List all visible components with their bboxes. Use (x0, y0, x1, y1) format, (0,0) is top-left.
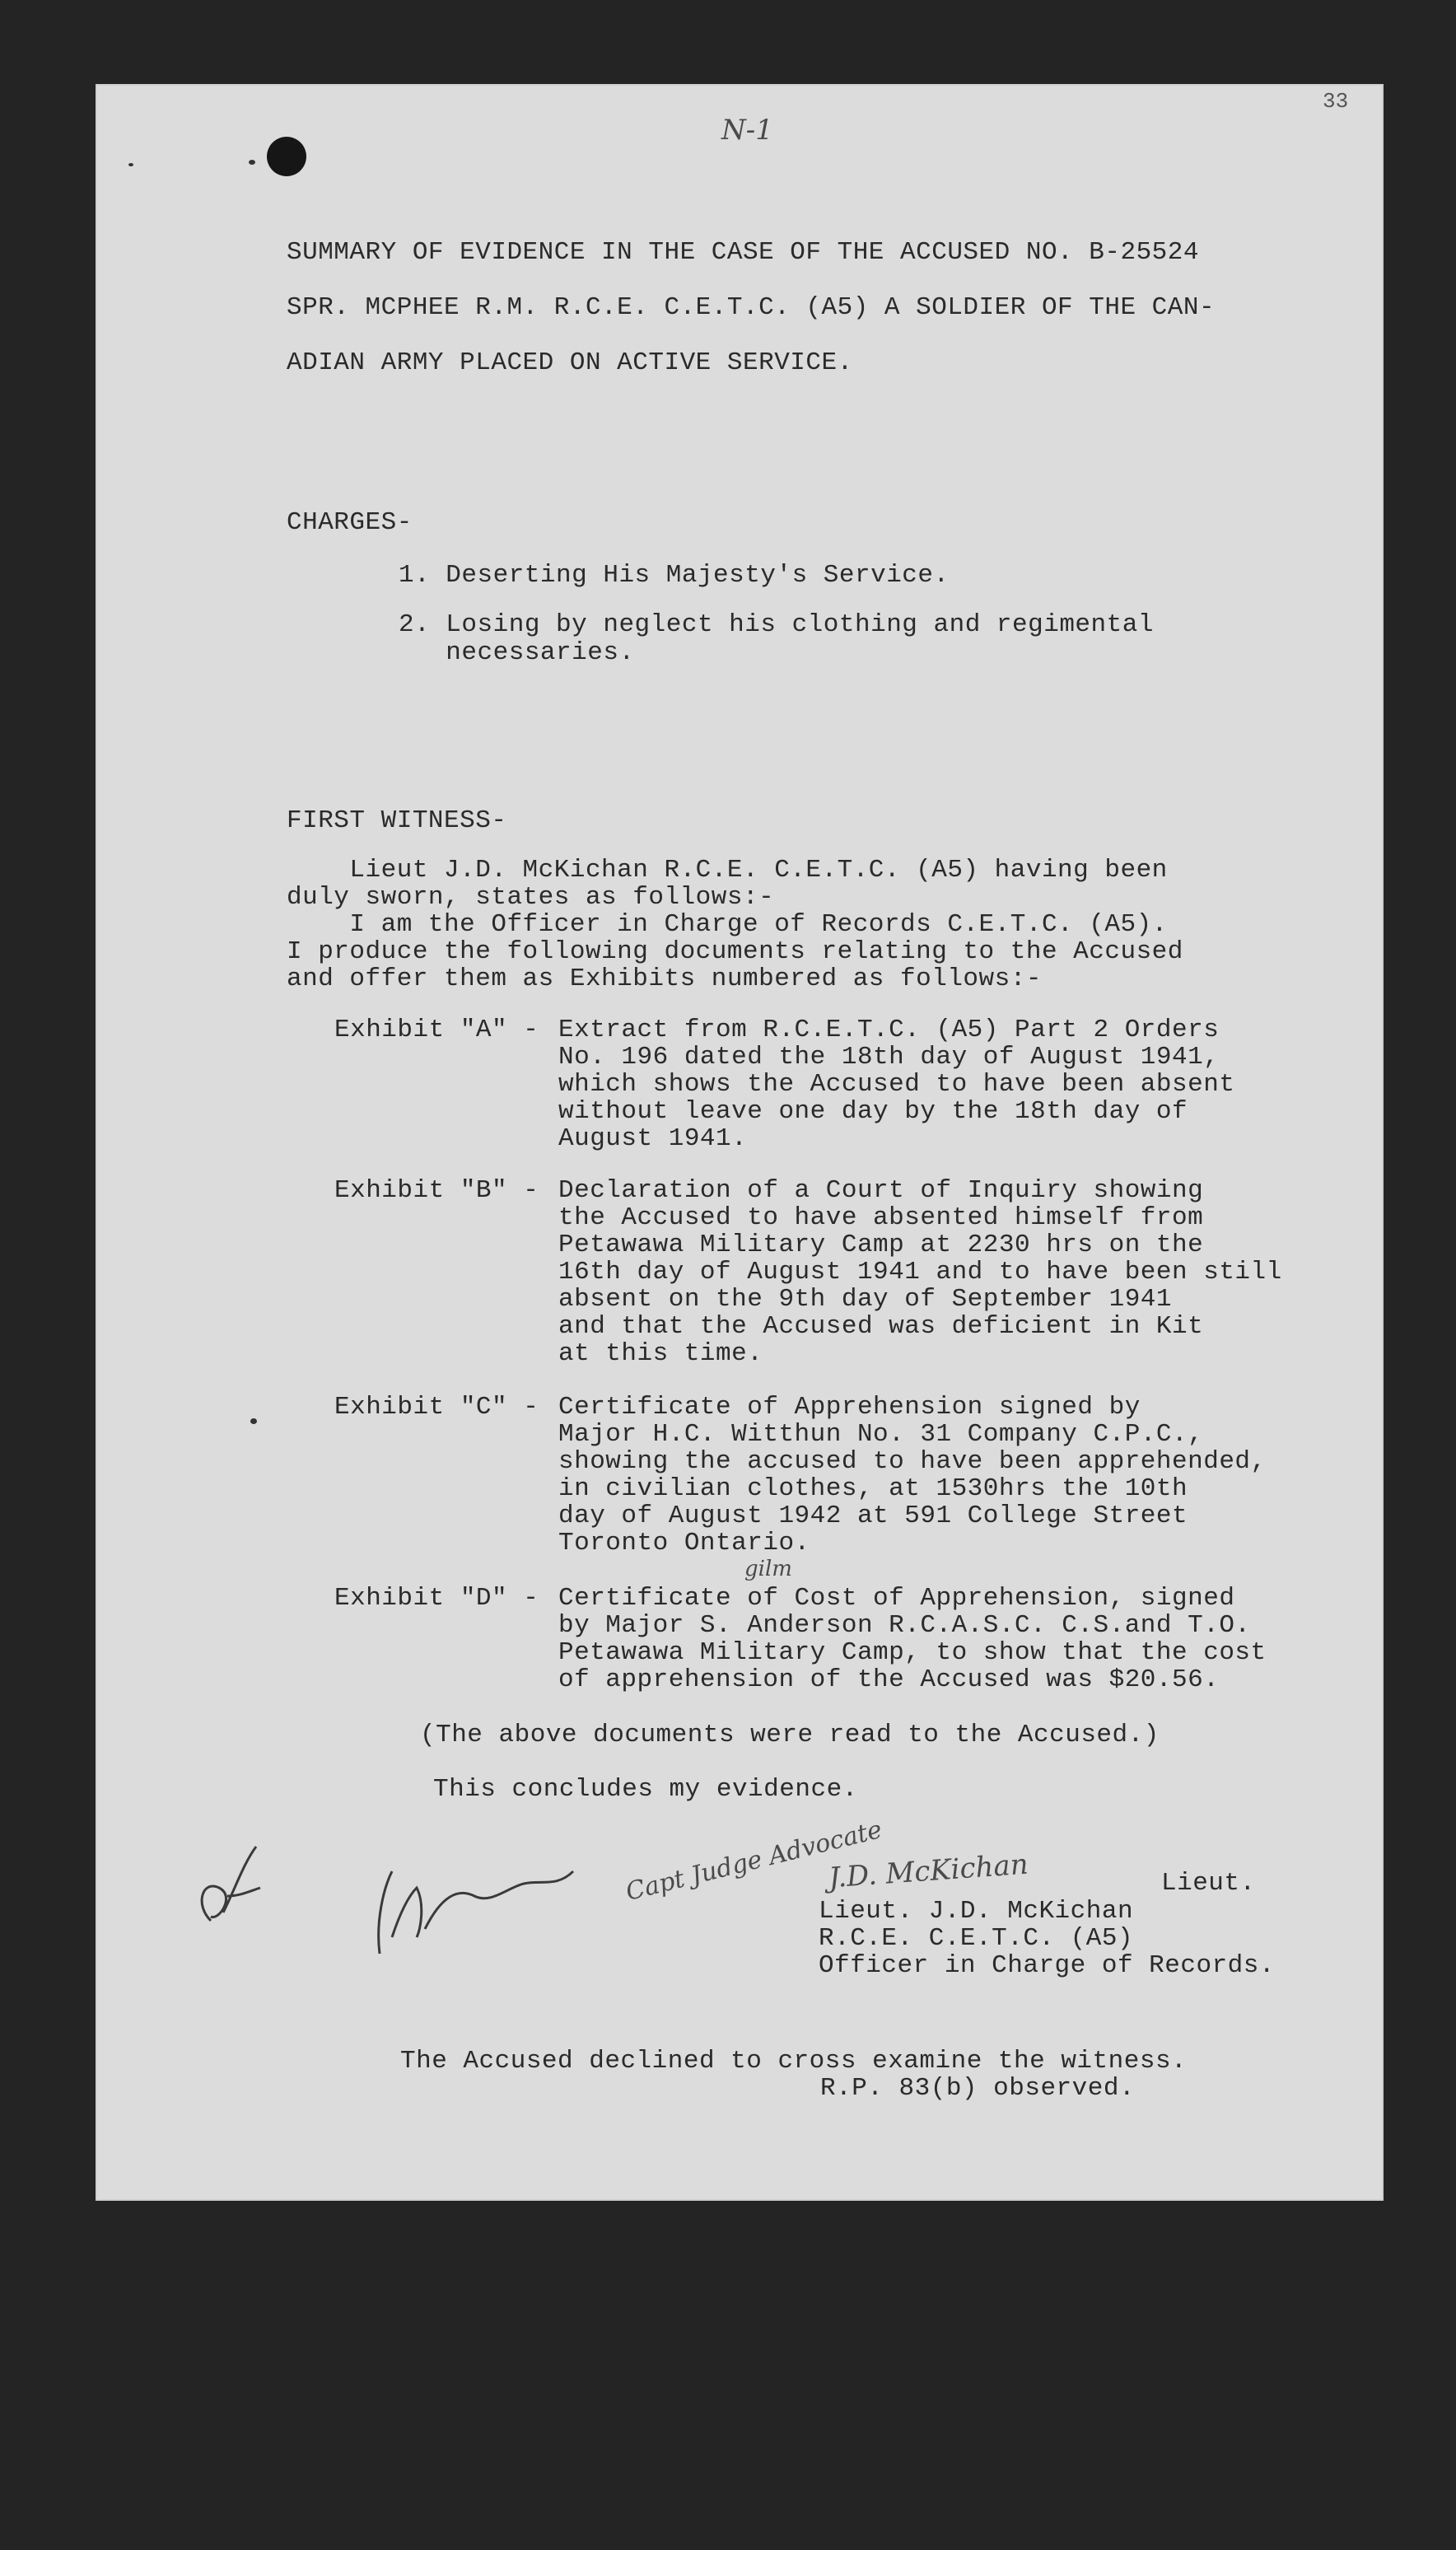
statement-line: and offer them as Exhibits numbered as follows:- (287, 964, 1042, 993)
page-number: 33 (1323, 89, 1349, 114)
exhibit-d-line: of apprehension of the Accused was $20.56. (558, 1665, 1220, 1694)
exhibit-b-line: Petawawa Military Camp at 2230 hrs on the (558, 1231, 1204, 1259)
document-page (96, 84, 1384, 2201)
conclusion: This concludes my evidence. (433, 1775, 858, 1804)
footer-line-2: R.P. 83(b) observed. (820, 2074, 1136, 2103)
exhibit-a-line: without leave one day by the 18th day of (558, 1097, 1188, 1126)
exhibit-a-label: Exhibit "A" - (334, 1016, 539, 1044)
signature-unit: R.C.E. C.E.T.C. (A5) (819, 1924, 1134, 1953)
exhibit-d-label: Exhibit "D" - (334, 1584, 539, 1613)
witness-label: FIRST WITNESS- (287, 806, 507, 835)
statement-line: I am the Officer in Charge of Records C.E.T.C. (A5). (287, 910, 1168, 939)
file-mark: N-1 (721, 114, 773, 147)
speck (250, 1418, 257, 1424)
heading-line-2: SPR. MCPHEE R.M. R.C.E. C.E.T.C. (A5) A SOLDIER OF THE CAN- (287, 293, 1216, 322)
punch-hole (267, 137, 306, 176)
heading-line-3: ADIAN ARMY PLACED ON ACTIVE SERVICE. (287, 348, 853, 377)
signature-name: Lieut. J.D. McKichan (819, 1897, 1134, 1926)
exhibit-c-line: day of August 1942 at 591 College Street (558, 1502, 1188, 1530)
initials-signature (178, 1838, 277, 1937)
exhibit-d-line: Petawawa Military Camp, to show that the cost (558, 1638, 1267, 1667)
exhibit-c-line: Certificate of Apprehension signed by (558, 1393, 1141, 1422)
exhibit-c-line: Toronto Ontario. (558, 1529, 810, 1558)
speck (128, 163, 133, 166)
exhibit-d-line: Certificate of Cost of Apprehension, signed (558, 1584, 1235, 1613)
charges-label: CHARGES- (287, 508, 413, 537)
exhibit-c-label: Exhibit "C" - (334, 1393, 539, 1422)
exhibit-a-line: which shows the Accused to have been absent (558, 1070, 1235, 1099)
charge-1: 1. Deserting His Majesty's Service. (399, 561, 950, 590)
exhibit-b-line: absent on the 9th day of September 1941 (558, 1285, 1173, 1314)
handwritten-insert: gilm (744, 1557, 792, 1581)
signature-rank: Lieut. (1161, 1869, 1256, 1898)
charge-2: 2. Losing by neglect his clothing and regimental (399, 610, 1154, 639)
signature-title: Officer in Charge of Records. (819, 1951, 1275, 1980)
speck (249, 160, 255, 165)
footer-line-1: The Accused declined to cross examine the witness. (400, 2047, 1188, 2076)
charge-2-cont: necessaries. (399, 638, 635, 667)
exhibit-d-line: by Major S. Anderson R.C.A.S.C. C.S.and T.O. (558, 1611, 1251, 1640)
exhibit-b-line: 16th day of August 1941 and to have been still (558, 1258, 1282, 1287)
statement-line: duly sworn, states as follows:- (287, 883, 775, 912)
exhibit-c-line: showing the accused to have been apprehended, (558, 1447, 1267, 1476)
exhibit-b-line: and that the Accused was deficient in Kit (558, 1312, 1204, 1341)
exhibit-a-line: No. 196 dated the 18th day of August 1941, (558, 1043, 1220, 1072)
judge-advocate-handwriting: Capt Judge Advocate (623, 1814, 885, 1908)
statement-line: Lieut J.D. McKichan R.C.E. C.E.T.C. (A5) having been (287, 856, 1168, 885)
exhibit-a-line: August 1941. (558, 1124, 748, 1153)
statement-line: I produce the following documents relating to the Accused (287, 937, 1183, 966)
exhibit-c-line: in civilian clothes, at 1530hrs the 10th (558, 1474, 1188, 1503)
heading-line-1: SUMMARY OF EVIDENCE IN THE CASE OF THE ACCUSED NO. B-25524 (287, 238, 1199, 267)
exhibit-b-line: the Accused to have absented himself from (558, 1203, 1204, 1232)
exhibit-a-line: Extract from R.C.E.T.C. (A5) Part 2 Orders (558, 1016, 1220, 1044)
exhibit-b-label: Exhibit "B" - (334, 1176, 539, 1205)
exhibit-b-line: at this time. (558, 1339, 763, 1368)
exhibit-c-line: Major H.C. Witthun No. 31 Company C.P.C., (558, 1420, 1204, 1449)
exhibit-b-line: Declaration of a Court of Inquiry showing (558, 1176, 1204, 1205)
read-note: (The above documents were read to the Accused.) (420, 1721, 1160, 1749)
handwritten-signature: J.D. McKichan (827, 1847, 1029, 1895)
